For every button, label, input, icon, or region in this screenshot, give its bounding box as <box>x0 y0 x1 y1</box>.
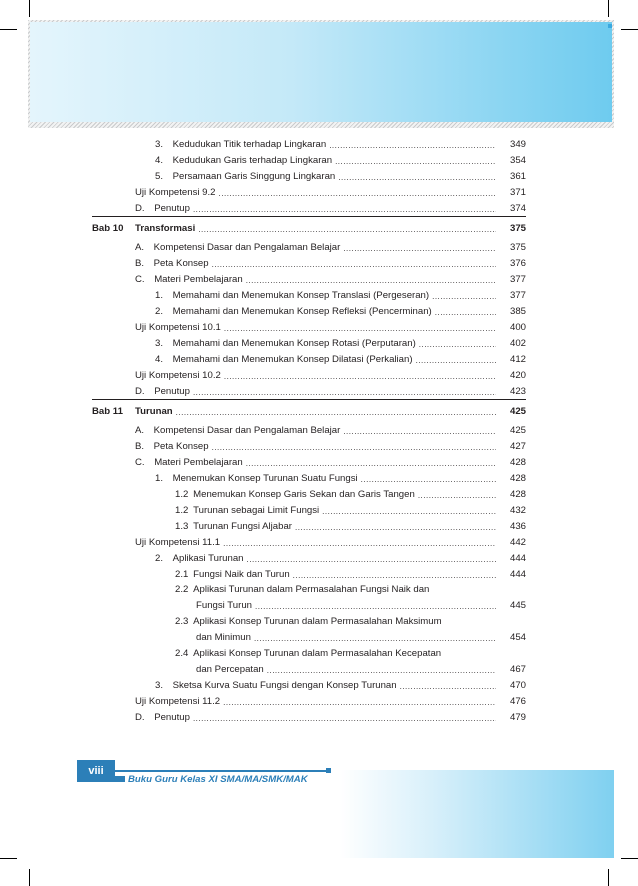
dot-leader <box>247 553 496 567</box>
toc-entry-title: 1.3 Turunan Fungsi Aljabar <box>175 521 292 532</box>
toc-entry[interactable] <box>175 503 526 519</box>
dot-leader <box>193 203 496 217</box>
toc-entry-title: 3. Sketsa Kurva Suatu Fungsi dengan Konsep Turunan <box>155 680 397 691</box>
toc-entry-page: 427 <box>509 441 526 452</box>
toc-entry[interactable] <box>196 598 526 614</box>
dot-leader <box>223 537 496 551</box>
dot-leader <box>176 406 496 420</box>
toc-entry-title: 1. Menemukan Konsep Turunan Suatu Fungsi <box>155 473 358 484</box>
toc-entry-title: Uji Kompetensi 10.1 <box>135 322 221 333</box>
toc-entry[interactable] <box>135 201 526 217</box>
crop-mark <box>608 0 609 17</box>
toc-entry[interactable] <box>175 519 526 535</box>
toc-entry[interactable] <box>135 240 526 256</box>
toc-entry-page: 476 <box>509 696 526 707</box>
toc-entry-title: 2.2 Aplikasi Turunan dalam Permasalahan Fungsi Naik dan <box>175 584 430 595</box>
crop-mark <box>29 0 30 17</box>
toc-entry[interactable] <box>155 551 526 567</box>
toc-entry[interactable] <box>196 630 526 646</box>
dot-leader <box>223 696 496 710</box>
toc-entry-page: 454 <box>509 632 526 643</box>
dot-leader <box>295 521 496 535</box>
book-title: Buku Guru Kelas XI SMA/MA/SMK/MAK <box>128 774 308 785</box>
toc-entry[interactable] <box>175 582 526 598</box>
dot-leader <box>267 664 496 678</box>
toc-entry-page: 425 <box>509 406 526 417</box>
toc-entry-page: 428 <box>509 489 526 500</box>
dot-leader <box>246 457 496 471</box>
toc-entry-title: 2.3 Aplikasi Konsep Turunan dalam Permasalahan Maksimum <box>175 616 442 627</box>
toc-entry[interactable] <box>135 694 526 710</box>
dot-leader <box>212 258 496 272</box>
toc-entry-title: 3. Kedudukan Titik terhadap Lingkaran <box>155 139 327 150</box>
dot-leader <box>343 242 496 256</box>
toc-entry[interactable] <box>155 678 526 694</box>
toc-entry-title: B. Peta Konsep <box>135 258 209 269</box>
toc-entry[interactable] <box>135 368 526 384</box>
toc-entry[interactable] <box>135 455 526 471</box>
dot-leader <box>419 338 496 352</box>
footer-rule-end <box>326 768 331 773</box>
toc-entry-page: 361 <box>509 171 526 182</box>
dot-leader <box>193 712 496 726</box>
header-panel <box>30 22 612 122</box>
chapter-entry[interactable] <box>135 404 526 420</box>
toc-entry-title: 1.2 Turunan sebagai Limit Fungsi <box>175 505 320 516</box>
toc-entry[interactable] <box>155 288 526 304</box>
chapter-label: Bab 10 <box>92 223 124 234</box>
crop-mark <box>0 29 17 30</box>
toc-entry-title: 4. Memahami dan Menemukan Konsep Dilatasi (Perkalian) <box>155 354 413 365</box>
crop-mark <box>621 858 638 859</box>
toc-entry-page: 400 <box>509 322 526 333</box>
toc-entry-page: 371 <box>509 187 526 198</box>
toc-entry-page: 445 <box>509 600 526 611</box>
toc-entry[interactable] <box>135 384 526 400</box>
toc-entry[interactable] <box>155 352 526 368</box>
dot-leader <box>193 386 496 400</box>
dot-leader <box>361 473 496 487</box>
toc-entry[interactable] <box>155 336 526 352</box>
toc-entry[interactable] <box>155 304 526 320</box>
toc-entry-page: 479 <box>509 712 526 723</box>
toc-entry-title: D. Penutup <box>135 203 190 214</box>
toc-entry-title: B. Peta Konsep <box>135 441 209 452</box>
toc-entry-title: Transformasi <box>135 223 196 234</box>
chapter-separator <box>92 399 526 400</box>
toc-entry-page: 436 <box>509 521 526 532</box>
toc-entry[interactable] <box>135 320 526 336</box>
toc-entry-title: dan Minimun <box>196 632 251 643</box>
dot-leader <box>400 680 496 694</box>
toc-entry[interactable] <box>155 153 526 169</box>
toc-entry-title: A. Kompetensi Dasar dan Pengalaman Belajar <box>135 425 341 436</box>
toc-entry-title: Uji Kompetensi 10.2 <box>135 370 221 381</box>
dot-leader <box>322 505 496 519</box>
toc-entry-page: 377 <box>509 290 526 301</box>
toc-entry-title: 2. Aplikasi Turunan <box>155 553 244 564</box>
toc-entry-title: 2. Memahami dan Menemukan Konsep Refleksi (Pencerminan) <box>155 306 432 317</box>
dot-leader <box>329 139 496 153</box>
toc-entry-page: 444 <box>509 553 526 564</box>
dot-leader <box>338 171 496 185</box>
dot-leader <box>224 370 496 384</box>
dot-leader <box>418 489 496 503</box>
toc-entry-page: 420 <box>509 370 526 381</box>
toc-entry-title: 1. Memahami dan Menemukan Konsep Translasi (Pergeseran) <box>155 290 430 301</box>
dot-leader <box>212 441 496 455</box>
dot-leader <box>335 155 496 169</box>
toc-entry-page: 412 <box>509 354 526 365</box>
toc-entry-title: D. Penutup <box>135 712 190 723</box>
dot-leader <box>416 354 496 368</box>
toc-entry-page: 442 <box>509 537 526 548</box>
toc-entry[interactable] <box>155 471 526 487</box>
toc-entry[interactable] <box>175 646 526 662</box>
toc-entry-page: 377 <box>509 274 526 285</box>
toc-entry[interactable] <box>175 487 526 503</box>
dot-leader <box>219 187 496 201</box>
toc-entry-title: 3. Memahami dan Menemukan Konsep Rotasi (Perputaran) <box>155 338 416 349</box>
toc-entry[interactable] <box>135 535 526 551</box>
toc-entry-title: D. Penutup <box>135 386 190 397</box>
crop-mark <box>608 869 609 886</box>
chapter-entry[interactable] <box>135 221 526 237</box>
toc-entry-page: 425 <box>509 425 526 436</box>
toc-entry-title: A. Kompetensi Dasar dan Pengalaman Belajar <box>135 242 341 253</box>
toc-entry-title: Uji Kompetensi 9.2 <box>135 187 216 198</box>
toc-entry-page: 354 <box>509 155 526 166</box>
dot-leader <box>432 290 496 304</box>
toc-entry-page: 444 <box>509 569 526 580</box>
footer-background <box>340 770 614 858</box>
toc-entry-title: Uji Kompetensi 11.2 <box>135 696 221 707</box>
toc-entry-page: 428 <box>509 457 526 468</box>
toc-entry[interactable] <box>135 256 526 272</box>
dot-leader <box>343 425 496 439</box>
toc-entry-title: C. Materi Pembelajaran <box>135 274 243 285</box>
crop-mark <box>621 29 638 30</box>
toc-entry[interactable] <box>135 185 526 201</box>
toc-entry-page: 349 <box>509 139 526 150</box>
toc-entry-page: 470 <box>509 680 526 691</box>
toc-entry-page: 376 <box>509 258 526 269</box>
dot-leader <box>435 306 496 320</box>
toc-entry-title: 5. Persamaan Garis Singgung Lingkaran <box>155 171 336 182</box>
toc-entry-page: 432 <box>509 505 526 516</box>
toc-entry-title: 4. Kedudukan Garis terhadap Lingkaran <box>155 155 333 166</box>
toc-entry-title: Uji Kompetensi 11.1 <box>135 537 221 548</box>
dot-leader <box>254 632 496 646</box>
dot-leader <box>198 223 496 237</box>
toc-entry-page: 374 <box>509 203 526 214</box>
toc-entry[interactable] <box>155 169 526 185</box>
toc-entry-page: 385 <box>509 306 526 317</box>
dot-leader <box>246 274 496 288</box>
page-number-badge: viii <box>77 760 115 782</box>
toc-entry[interactable] <box>175 614 526 630</box>
dot-leader <box>255 600 496 614</box>
toc-entry-page: 375 <box>509 242 526 253</box>
header-accent <box>608 24 612 28</box>
toc-entry-page: 428 <box>509 473 526 484</box>
crop-mark <box>0 858 17 859</box>
toc-entry-title: 2.1 Fungsi Naik dan Turun <box>175 569 290 580</box>
chapter-separator <box>92 216 526 217</box>
toc-entry-title: Turunan <box>135 406 173 417</box>
crop-mark <box>29 869 30 886</box>
toc-entry[interactable] <box>155 137 526 153</box>
dot-leader <box>293 569 496 583</box>
toc-entry-page: 467 <box>509 664 526 675</box>
toc-entry[interactable] <box>135 272 526 288</box>
toc-entry-title: 2.4 Aplikasi Konsep Turunan dalam Permasalahan Kecepatan <box>175 648 442 659</box>
toc-entry-title: Fungsi Turun <box>196 600 252 611</box>
toc-entry-title: 1.2 Menemukan Konsep Garis Sekan dan Garis Tangen <box>175 489 415 500</box>
page-number-badge-tab <box>115 776 125 782</box>
toc-entry-title: dan Percepatan <box>196 664 264 675</box>
toc-entry-title: C. Materi Pembelajaran <box>135 457 243 468</box>
toc-entry-page: 423 <box>509 386 526 397</box>
toc-entry[interactable] <box>135 439 526 455</box>
toc-entry-page: 402 <box>509 338 526 349</box>
dot-leader <box>224 322 496 336</box>
toc-entry[interactable] <box>135 710 526 726</box>
toc-entry[interactable] <box>196 662 526 678</box>
toc-entry-page: 375 <box>509 223 526 234</box>
toc-entry[interactable] <box>175 567 526 583</box>
toc-entry[interactable] <box>135 423 526 439</box>
chapter-label: Bab 11 <box>92 406 123 417</box>
